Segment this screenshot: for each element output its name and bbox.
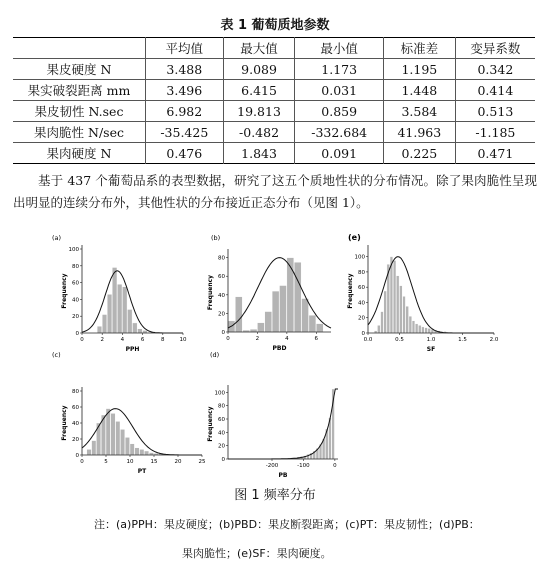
y-tick-label: 40: [218, 430, 225, 437]
table-title: 表 1 葡萄质地参数: [220, 18, 330, 33]
y-tick-label: 100: [354, 254, 365, 261]
y-tick-label: 40: [218, 292, 225, 299]
histogram-bar: [92, 441, 96, 455]
x-tick-label: 5: [104, 459, 108, 465]
y-tick-label: 40: [358, 300, 365, 307]
table-header: 变异系数: [455, 38, 535, 59]
x-tick-label: 2: [100, 337, 104, 343]
histogram-bar: [117, 284, 122, 333]
x-axis-title: PT: [137, 468, 147, 475]
table-cell: 0.476: [146, 143, 224, 164]
figure-note-line-2: 果肉脆性；(e)SF：果肉硬度。: [182, 547, 332, 560]
histogram-bar: [235, 297, 242, 332]
histogram-bar: [316, 324, 323, 332]
x-tick-label: 8: [161, 337, 165, 343]
x-tick-label: 0: [80, 337, 84, 343]
y-tick-label: 0: [75, 331, 79, 337]
histogram-bar: [107, 294, 112, 333]
x-tick-label: 4: [285, 336, 289, 342]
x-axis-title: PBD: [272, 345, 287, 352]
histogram-bar: [400, 286, 403, 333]
table-cell: 3.584: [383, 101, 455, 122]
histogram-bar: [111, 413, 115, 455]
panel-label: (a): [52, 234, 62, 242]
x-tick-label: -100: [297, 463, 310, 469]
x-tick-label: 2.0: [489, 337, 499, 343]
table-cell: 1.448: [383, 80, 455, 101]
y-tick-label: 20: [358, 315, 365, 322]
x-tick-label: 6: [314, 336, 319, 342]
histogram-bar: [302, 299, 309, 332]
histogram-bar: [425, 328, 428, 333]
x-tick-label: 25: [198, 459, 206, 465]
histogram-bar: [87, 449, 91, 455]
histogram-bar: [377, 325, 380, 333]
table-cell: 0.859: [295, 101, 383, 122]
table-header: 最小值: [295, 38, 383, 59]
x-tick-label: 0: [333, 463, 337, 469]
table-cell: 3.488: [146, 59, 224, 80]
histogram-bar: [384, 291, 387, 333]
x-tick-label: 10: [126, 459, 134, 465]
table-cell: 0.513: [455, 101, 535, 122]
table-cell: 6.415: [223, 80, 295, 101]
y-tick-label: 40: [72, 421, 79, 427]
table-header: 标准差: [383, 38, 455, 59]
y-tick-label: 40: [72, 297, 79, 304]
histogram-bar: [130, 444, 134, 455]
histogram-bar: [287, 258, 294, 332]
x-tick-label: 0: [226, 336, 230, 342]
y-tick-label: 100: [68, 247, 79, 253]
histogram-bar: [422, 327, 425, 333]
y-axis-title: Frequency: [207, 274, 214, 311]
y-axis-title: Frequency: [347, 273, 354, 309]
table-cell: 1.843: [223, 143, 295, 164]
x-tick-label: 1.0: [426, 337, 436, 343]
histogram-bar: [409, 316, 412, 333]
x-tick-label: 4: [120, 337, 125, 343]
x-tick-label: 15: [150, 459, 158, 465]
table-cell: -1.185: [455, 122, 535, 143]
table-cell: 0.031: [295, 80, 383, 101]
table-cell: 9.089: [223, 59, 295, 80]
x-tick-label: 10: [179, 337, 187, 343]
y-tick-label: 80: [358, 269, 365, 276]
x-axis-title: PPH: [125, 346, 140, 353]
table-header: 最大值: [223, 38, 295, 59]
figure-caption: 图 1 频率分布: [234, 488, 316, 503]
x-axis-title: PB: [278, 472, 288, 479]
histogram-bar: [120, 429, 124, 455]
table-cell: 1.173: [295, 59, 383, 80]
table-cell: 果肉脆性 N/sec: [13, 122, 146, 143]
histogram-bar: [138, 329, 143, 333]
table-header: 平均值: [146, 38, 224, 59]
x-tick-label: 0.0: [363, 337, 373, 343]
histogram-bar: [396, 276, 399, 333]
histogram-bar: [96, 423, 100, 455]
panel-label: (c): [52, 351, 61, 359]
histogram-bar: [381, 312, 384, 333]
y-tick-label: 20: [72, 314, 79, 321]
histogram-bar: [122, 287, 127, 333]
table-cell: 1.195: [383, 59, 455, 80]
panel-label: (b): [211, 234, 221, 242]
histogram-bar: [428, 328, 431, 333]
histogram-bar: [418, 325, 421, 333]
histogram-bar: [125, 437, 129, 455]
histogram-bar: [412, 321, 415, 333]
x-tick-label: 0.5: [395, 337, 404, 343]
x-tick-label: 6: [140, 337, 145, 343]
panel-label: (e): [348, 233, 361, 242]
histogram-bar: [144, 451, 148, 455]
histogram-bar: [406, 306, 409, 333]
table-cell: 6.982: [146, 101, 224, 122]
x-axis-title: SF: [426, 346, 436, 353]
table-cell: 0.471: [455, 143, 535, 164]
y-tick-label: 0: [221, 457, 225, 463]
y-tick-label: 0: [361, 331, 365, 337]
x-tick-label: -200: [265, 463, 279, 469]
histogram-bar: [415, 324, 418, 333]
histogram-bar: [294, 262, 301, 332]
histogram-bar: [140, 449, 144, 455]
histogram-bar: [133, 323, 138, 333]
table-cell: -332.684: [295, 122, 383, 143]
histogram-bar: [102, 315, 107, 333]
y-tick-label: 80: [218, 255, 225, 262]
y-tick-label: 80: [72, 389, 79, 395]
y-tick-label: 60: [358, 285, 365, 292]
table-cell: 果肉硬度 N: [13, 143, 146, 164]
histogram-bar: [106, 409, 110, 455]
y-tick-label: 20: [218, 443, 225, 450]
y-tick-label: 60: [218, 417, 225, 423]
panel-label: (d): [210, 351, 220, 359]
table-cell: 19.813: [223, 101, 295, 122]
y-tick-label: 60: [218, 274, 225, 281]
body-paragraph: 基于 437 个葡萄品系的表型数据，研究了这五个质地性状的分布情况。除了果肉脆性呈现出明显的连续分布外，其他性状的分布接近正态分布（见图 1）。: [13, 173, 537, 210]
histogram-bar: [309, 315, 316, 332]
histogram-bar: [250, 329, 257, 332]
histogram-bar: [135, 448, 139, 455]
histogram-bar: [403, 296, 406, 333]
y-tick-label: 80: [72, 263, 79, 270]
y-tick-label: 80: [218, 403, 225, 410]
histogram-bar: [112, 267, 117, 333]
x-tick-label: 0: [80, 459, 84, 465]
table-cell: 41.963: [383, 122, 455, 143]
table-cell: 0.091: [295, 143, 383, 164]
y-axis-title: Frequency: [207, 406, 214, 442]
table-cell: 3.496: [146, 80, 224, 101]
table-cell: 果皮硬度 N: [13, 59, 146, 80]
histogram-bar: [127, 309, 132, 333]
y-tick-label: 0: [75, 453, 79, 459]
y-axis-title: Frequency: [61, 405, 68, 441]
table-cell: 果皮韧性 N.sec: [13, 101, 146, 122]
histogram-bar: [257, 323, 264, 332]
table-cell: -35.425: [146, 122, 224, 143]
table-cell: 0.414: [455, 80, 535, 101]
histogram-bar: [116, 421, 120, 455]
y-tick-label: 60: [72, 405, 79, 411]
x-tick-label: 1.5: [458, 337, 467, 343]
y-tick-label: 20: [72, 437, 79, 443]
figure-note-line-1: 注：(a)PPH：果皮硬度；(b)PBD：果皮断裂距离；(c)PT：果皮韧性；(d)PB：: [94, 518, 480, 531]
y-tick-label: 60: [72, 280, 79, 287]
x-tick-label: 2: [255, 336, 260, 342]
y-axis-title: Frequency: [61, 273, 68, 309]
y-tick-label: 0: [221, 330, 225, 336]
histogram-bar: [393, 260, 396, 333]
histogram-bar: [280, 286, 287, 332]
table-cell: 0.342: [455, 59, 535, 80]
y-tick-label: 20: [218, 311, 225, 318]
table-cell: -0.482: [223, 122, 295, 143]
histogram-bar: [272, 291, 279, 332]
table-cell: 果实破裂距离 mm: [13, 80, 146, 101]
y-tick-label: 100: [214, 390, 225, 397]
histogram-bar: [265, 312, 272, 332]
table-cell: 0.225: [383, 143, 455, 164]
x-tick-label: 20: [174, 459, 182, 465]
histogram-bar: [97, 326, 102, 333]
